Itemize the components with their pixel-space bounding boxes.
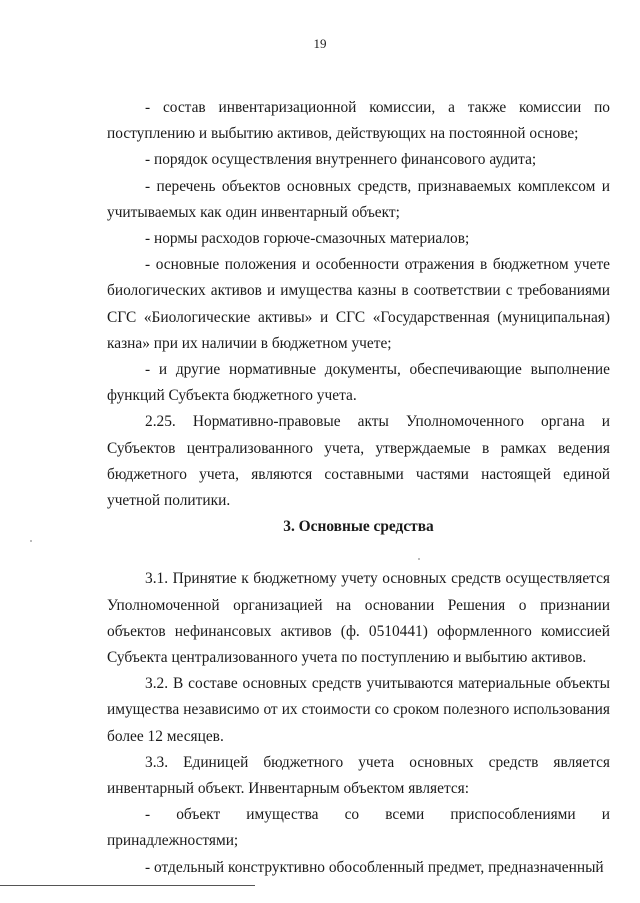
document-body (107, 95, 610, 881)
paragraph-3-3: 3.3. Единицей бюджетного учета основных средств является инвентарный объект. Инвентарным объектом является: (107, 753, 610, 798)
list-item-internal-audit: - порядок осуществления внутреннего финансового аудита; (145, 151, 537, 169)
list-item-inventory-commission: - состав инвентаризационной комиссии, а также комиссии по поступлению и выбытию активов, действующих на постоянной основе; (107, 99, 610, 143)
page-number: 19 (313, 36, 327, 51)
list-item-other-documents: - и другие нормативные документы, обеспечивающие выполнение функций Субъекта бюджетного учета. (107, 361, 610, 405)
list-item-fixed-assets-complex: - перечень объектов основных средств, признаваемых комплексом и учитываемых как один инвентарный объект; (107, 177, 610, 221)
scan-speck (30, 540, 32, 542)
paragraph-3-2: 3.2. В составе основных средств учитываются материальные объекты имущества независимо от их стоимости со сроком полезного использования более 12 месяцев. (107, 675, 610, 745)
bottom-divider (0, 885, 255, 886)
paragraph-3-1: 3.1. Принятие к бюджетному учету основных средств осуществляется Уполномоченной организацией на основании Решения о признании объектов нефинансовых активов (ф. 0510441) оформленного комиссией Субъекта централизованного учета по поступлению и выбытию активов. (107, 570, 610, 667)
list-item-separate-object: - отдельный конструктивно обособленный предмет, предназначенный (145, 858, 604, 876)
section-heading: 3. Основные средства (283, 518, 434, 536)
scan-speck (418, 558, 420, 560)
list-item-biological-assets: - основные положения и особенности отражения в бюджетном учете биологических активов и имущества казны в соответствии с требованиями СГС «Биологические активы» и СГС «Государственная (муниципальная) казна» при их наличии в бюджетном учете; (107, 256, 610, 352)
paragraph-2-25: 2.25. Нормативно-правовые акты Уполномоченного органа и Субъектов централизованного учета, утверждаемые в рамках ведения бюджетного учета, являются составными частями настоящей единой учетной политики. (107, 413, 610, 510)
list-item-fuel-norms: - нормы расходов горюче-смазочных материалов; (145, 230, 470, 248)
list-item-property-object: - объект имущества со всеми приспособлениями и принадлежностями; (107, 806, 610, 850)
